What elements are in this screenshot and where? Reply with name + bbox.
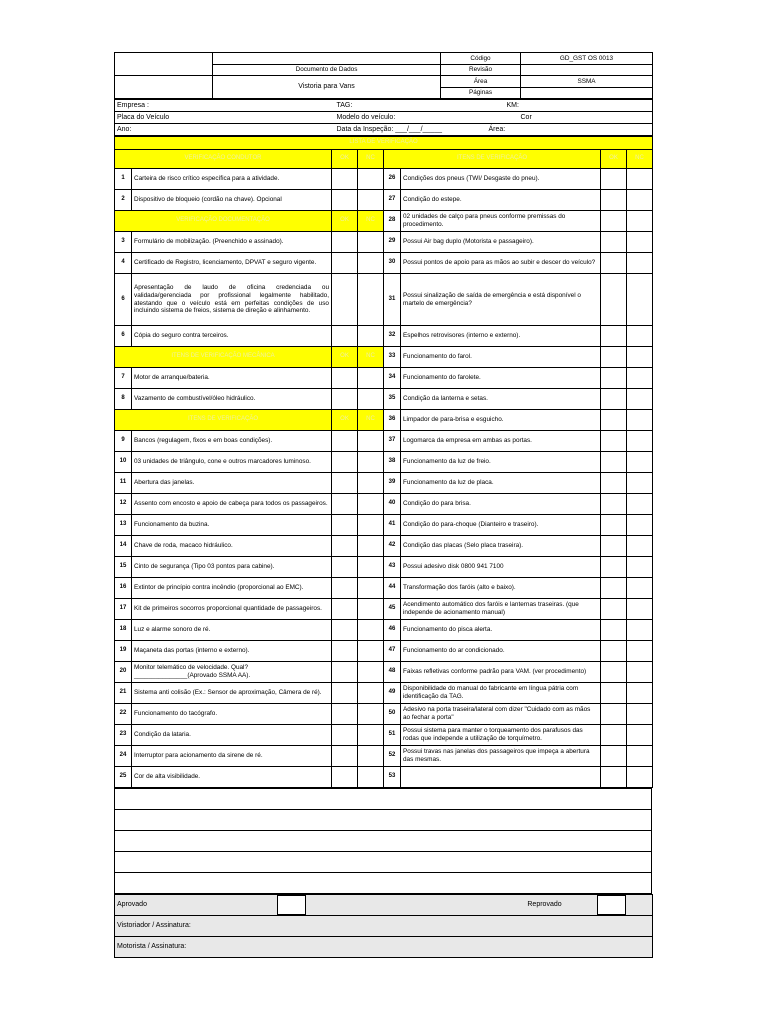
nc-checkbox[interactable] [358,431,384,452]
blank-line[interactable] [115,789,652,810]
ok-checkbox[interactable] [332,452,358,473]
nc-checkbox[interactable] [358,452,384,473]
doc-title: Documento de Dados [213,65,441,76]
nc-checkbox[interactable] [627,232,653,253]
item-text: Condição da lanterna e setas. [401,389,601,410]
checklist-table [114,136,653,788]
blank-line[interactable] [115,810,652,831]
ok-checkbox[interactable] [601,431,627,452]
nc-checkbox[interactable] [358,557,384,578]
ok-checkbox[interactable] [601,536,627,557]
logo-area [115,53,213,76]
item-text: 03 unidades de triângulo, cone e outros marcadores luminoso. [132,452,332,473]
ok-checkbox[interactable] [601,452,627,473]
item-number: 33 [384,347,401,368]
item-number: 30 [384,253,401,274]
item-number: 46 [384,620,401,641]
empresa-field[interactable]: Empresa : [115,100,335,112]
item-text: Funcionamento do farolete. [401,368,601,389]
nc-checkbox[interactable] [358,767,384,788]
item-text: Interruptor para acionamento da sirene de ré. [132,746,332,767]
ok-checkbox[interactable] [332,389,358,410]
table-row [115,452,653,473]
item-number: 3 [115,232,132,253]
nc-checkbox[interactable] [627,494,653,515]
ok-checkbox[interactable] [332,641,358,662]
item-number: 39 [384,473,401,494]
ok-checkbox[interactable] [332,494,358,515]
nc-checkbox[interactable] [358,515,384,536]
item-text: Maçaneta das portas (interno e externo). [132,641,332,662]
ok-checkbox[interactable] [601,767,627,788]
item-text: Cinto de segurança (Tipo 03 pontos para cabine). [132,557,332,578]
approval-section [114,894,653,958]
table-row [115,683,653,704]
item-text: Acendimento automático dos faróis e lanternas traseiras. (que independe de acionamento manual) [401,599,601,620]
item-number: 32 [384,326,401,347]
ok-checkbox[interactable] [601,347,627,368]
item-number: 2 [115,190,132,211]
item-text: Carteira de risco crítico específica para a atividade. [132,169,332,190]
item-text: Faixas refletivas conforme padrão para VAM. (ver procedimento) [401,662,601,683]
item-number: 17 [115,599,132,620]
item-text: Condição da lataria. [132,725,332,746]
item-text: Formulário de mobilização. (Preenchido e assinado). [132,232,332,253]
ok-checkbox[interactable] [601,326,627,347]
ok-checkbox[interactable] [601,494,627,515]
ok-checkbox[interactable] [601,368,627,389]
ok-checkbox[interactable] [332,557,358,578]
nc-checkbox[interactable] [627,169,653,190]
table-row [115,704,653,725]
reprovado-checkbox[interactable] [597,895,626,915]
nc-checkbox[interactable] [627,515,653,536]
ok-checkbox[interactable] [601,211,627,232]
nc-checkbox[interactable] [627,253,653,274]
ok-checkbox[interactable] [601,169,627,190]
header-ok: OK [332,150,358,169]
list-title: LISTA DE VERIFICAÇÃO [115,137,653,150]
item-number: 45 [384,599,401,620]
nc-checkbox[interactable] [627,274,653,326]
item-number: 38 [384,452,401,473]
item-text: Bancos (regulagem, fixos e em boas condições). [132,431,332,452]
ok-checkbox[interactable] [332,515,358,536]
ok-checkbox[interactable] [601,410,627,431]
section-ok: OK [332,211,358,232]
ok-checkbox[interactable] [601,704,627,725]
ok-checkbox[interactable] [332,536,358,557]
vehicle-info [114,99,653,136]
motorista-signature[interactable]: Motorista / Assinatura: [115,937,653,958]
nc-checkbox[interactable] [358,494,384,515]
item-text: Transformação dos faróis (alto e baixo). [401,578,601,599]
modelo-field[interactable]: Modelo do veículo: [335,112,483,124]
item-text: Chave de roda, macaco hidráulico. [132,536,332,557]
ok-checkbox[interactable] [601,599,627,620]
codigo-value: GD_GST OS 0013 [521,53,653,65]
item-number: 15 [115,557,132,578]
item-text: Possui travas nas janelas dos passageiros que impeça a abertura das mesmas. [401,746,601,767]
nc-checkbox[interactable] [358,683,384,704]
nc-checkbox[interactable] [358,368,384,389]
item-number: 18 [115,620,132,641]
table-row [115,347,653,368]
nc-checkbox[interactable] [358,232,384,253]
nc-checkbox[interactable] [627,410,653,431]
section-nc: NC [358,211,384,232]
ok-checkbox[interactable] [601,557,627,578]
item-number: 9 [115,431,132,452]
header-itens-verificacao: ITENS DE VERIFICAÇÃO [384,150,601,169]
ok-checkbox[interactable] [601,274,627,326]
reprovado-checkbox-cell[interactable] [595,895,653,916]
item-text: Condição das placas (Selo placa traseira). [401,536,601,557]
item-text: Possui pontos de apoio para as mãos ao subir e descer do veículo? [401,253,601,274]
section-nc: NC [358,410,384,431]
section-header-doc: VERIFICAÇÃO DOCUMENTAÇÃO [115,211,332,232]
item-text: Condições dos pneus (TWI/ Desgaste do pneu). [401,169,601,190]
revisao-value [521,65,653,76]
data-inspecao-field[interactable]: Data da Inspeção: ___/___/_____ [335,124,483,136]
form-subtitle: Vistoria para Vans [213,76,441,99]
item-number: 28 [384,211,401,232]
item-text: Funcionamento do ar condicionado. [401,641,601,662]
footer-area [114,788,652,894]
item-number: 25 [115,767,132,788]
item-number: 40 [384,494,401,515]
nc-checkbox[interactable] [627,725,653,746]
item-text: Condição do para brisa. [401,494,601,515]
item-number: 19 [115,641,132,662]
nc-checkbox[interactable] [627,326,653,347]
ok-checkbox[interactable] [601,683,627,704]
table-row [115,515,653,536]
nc-checkbox[interactable] [627,557,653,578]
item-number: 47 [384,641,401,662]
nc-checkbox[interactable] [627,389,653,410]
ok-checkbox[interactable] [601,253,627,274]
item-number: 8 [115,389,132,410]
table-row [115,662,653,683]
table-row [115,232,653,253]
nc-checkbox[interactable] [627,431,653,452]
table-row [115,746,653,767]
table-row [115,557,653,578]
section-ok: OK [332,410,358,431]
item-text: Funcionamento do pisca alerta. [401,620,601,641]
header-verificacao-condutor: VERIFICAÇÃO CONDUTOR [115,150,332,169]
nc-checkbox[interactable] [358,641,384,662]
item-number: 22 [115,704,132,725]
nc-checkbox[interactable] [358,389,384,410]
item-number: 27 [384,190,401,211]
item-number: 26 [384,169,401,190]
table-row [115,368,653,389]
nc-checkbox[interactable] [358,169,384,190]
ok-checkbox[interactable] [332,704,358,725]
section-ok: OK [332,347,358,368]
item-number: 23 [115,725,132,746]
ok-checkbox[interactable] [601,190,627,211]
item-text: Limpador de para-brisa e esguicho. [401,410,601,431]
header-ok-right: OK [601,150,627,169]
section-header-mec: ITENS DE VERIFICAÇÃO MECÂNICA [115,347,332,368]
item-number: 51 [384,725,401,746]
document-header [114,52,653,99]
nc-checkbox[interactable] [358,725,384,746]
item-number: 21 [115,683,132,704]
item-text: Extintor de princípio contra incêndio (proporcional ao EMC). [132,578,332,599]
item-text: 02 unidades de calço para pneus conforme premissas do procedimento. [401,211,601,232]
item-number: 36 [384,410,401,431]
ok-checkbox[interactable] [332,368,358,389]
ok-checkbox[interactable] [601,578,627,599]
ano-field[interactable]: Ano: [115,124,335,136]
nc-checkbox[interactable] [627,620,653,641]
area-value: SSMA [521,76,653,88]
ok-checkbox[interactable] [332,620,358,641]
item-text: Funcionamento do tacógrafo. [132,704,332,725]
ok-checkbox[interactable] [332,578,358,599]
nc-checkbox[interactable] [627,683,653,704]
item-number: 7 [115,368,132,389]
item-number: 10 [115,452,132,473]
item-number: 37 [384,431,401,452]
nc-checkbox[interactable] [358,253,384,274]
item-number: 44 [384,578,401,599]
item-number: 53 [384,767,401,788]
item-number: 34 [384,368,401,389]
nc-checkbox[interactable] [627,641,653,662]
table-row [115,431,653,452]
nc-checkbox[interactable] [627,368,653,389]
reprovado-label: Reprovado [495,895,595,916]
item-number: 31 [384,274,401,326]
item-text: Funcionamento do farol. [401,347,601,368]
item-number: 13 [115,515,132,536]
item-text: Certificado de Registro, licenciamento, DPVAT e seguro vigente. [132,253,332,274]
section-header-ver: ITENS DE VERIFICAÇÃO [115,410,332,431]
nc-checkbox[interactable] [627,746,653,767]
vistoriador-signature[interactable]: Vistoriador / Assinatura: [115,916,653,937]
nc-checkbox[interactable] [627,452,653,473]
table-row [115,536,653,557]
item-text: Possui adesivo disk 0800 941 7100 [401,557,601,578]
ok-checkbox[interactable] [601,232,627,253]
table-row [115,578,653,599]
ok-checkbox[interactable] [332,274,358,326]
ok-checkbox[interactable] [332,190,358,211]
header-nc: NC [358,150,384,169]
nc-checkbox[interactable] [627,704,653,725]
item-text: Adesivo na porta traseira/lateral com dizer "Cuidado com as mãos ao fechar a porta" [401,704,601,725]
ok-checkbox[interactable] [601,662,627,683]
ok-checkbox[interactable] [332,746,358,767]
nc-checkbox[interactable] [358,746,384,767]
ok-checkbox[interactable] [601,389,627,410]
area-label: Área [441,76,521,88]
table-row [115,599,653,620]
codigo-label: Código [441,53,521,65]
nc-checkbox[interactable] [627,767,653,788]
aprovado-label: Aprovado [115,895,275,916]
ok-checkbox[interactable] [332,253,358,274]
table-row [115,410,653,431]
ok-checkbox[interactable] [601,641,627,662]
nc-checkbox[interactable] [358,620,384,641]
item-text: Cópia do seguro contra terceiros. [132,326,332,347]
item-text: Condição do para-choque (Dianteiro e traseiro). [401,515,601,536]
nc-checkbox[interactable] [358,274,384,326]
item-number: 4 [115,253,132,274]
ok-checkbox[interactable] [601,746,627,767]
item-number: 6 [115,326,132,347]
nc-checkbox[interactable] [627,190,653,211]
item-text: Funcionamento da buzina. [132,515,332,536]
item-number: 41 [384,515,401,536]
item-text: Cor de alta visibilidade. [132,767,332,788]
spacer [385,895,495,916]
table-row [115,190,653,211]
item-number: 1 [115,169,132,190]
item-text: Funcionamento da luz de placa. [401,473,601,494]
item-number: 42 [384,536,401,557]
ok-checkbox[interactable] [332,473,358,494]
table-row [115,326,653,347]
item-text: Vazamento de combustível/óleo hidráulico. [132,389,332,410]
ok-checkbox[interactable] [332,326,358,347]
nc-checkbox[interactable] [358,704,384,725]
ok-checkbox[interactable] [332,599,358,620]
nc-checkbox[interactable] [627,662,653,683]
item-text: Logomarca da empresa em ambas as portas. [401,431,601,452]
ok-checkbox[interactable] [332,683,358,704]
nc-checkbox[interactable] [358,473,384,494]
table-row [115,767,653,788]
item-text: Luz e alarme sonoro de ré. [132,620,332,641]
table-row [115,725,653,746]
table-row [115,620,653,641]
item-number: 48 [384,662,401,683]
table-row [115,211,653,232]
ok-checkbox[interactable] [601,515,627,536]
item-text: Assento com encosto e apoio de cabeça para todos os passageiros. [132,494,332,515]
item-number: 43 [384,557,401,578]
ok-checkbox[interactable] [601,725,627,746]
item-number: 49 [384,683,401,704]
placa-field[interactable]: Placa do Veículo [115,112,335,124]
table-row [115,169,653,190]
item-text: Condição do estepe. [401,190,601,211]
item-text: Sistema anti colisão (Ex.: Sensor de aproximação, Câmera de ré). [132,683,332,704]
item-number: 12 [115,494,132,515]
nc-checkbox[interactable] [627,347,653,368]
header-blank [213,53,441,65]
revisao-label: Revisão [441,65,521,76]
item-number: 20 [115,662,132,683]
blank-line[interactable] [115,852,652,873]
nc-checkbox[interactable] [627,599,653,620]
item-number: 35 [384,389,401,410]
item-number: 16 [115,578,132,599]
tag-field[interactable]: TAG: [335,100,483,112]
item-number: 11 [115,473,132,494]
item-number: 24 [115,746,132,767]
ok-checkbox[interactable] [332,662,358,683]
item-text: Possui sistema para manter o torqueamento dos parafusos das rodas que independe a utilização de torquímetro. [401,725,601,746]
item-text: Kit de primeiros socorros proporcional quantidade de passageiros. [132,599,332,620]
nc-checkbox[interactable] [627,473,653,494]
table-row [115,641,653,662]
area-field[interactable]: Área: [483,124,653,136]
nc-checkbox[interactable] [627,536,653,557]
item-text: Motor de arranque/bateria. [132,368,332,389]
section-nc: NC [358,347,384,368]
cor-field[interactable]: Cor [483,112,653,124]
inspection-form [114,52,652,958]
ok-checkbox[interactable] [332,431,358,452]
table-row [115,274,653,326]
item-text: Apresentação de laudo de oficina credenciada ou validada/gerenciada por profissional legalmente habilitado, atestando que o veículo está em perfeitas condições de uso incluindo sistema de freios, sistema de direção e alinhamento. [132,274,332,326]
item-text: Espelhos retrovisores (interno e externo). [401,326,601,347]
item-number: 52 [384,746,401,767]
nc-checkbox[interactable] [358,599,384,620]
nc-checkbox[interactable] [358,190,384,211]
nc-checkbox[interactable] [627,211,653,232]
nc-checkbox[interactable] [358,536,384,557]
table-row [115,389,653,410]
item-number: 6 [115,274,132,326]
table-row [115,494,653,515]
item-text [401,767,601,788]
nc-checkbox[interactable] [358,326,384,347]
item-text: Monitor telemático de velocidade. Qual?_______________(Aprovado SSMA AA). [132,662,332,683]
aprovado-checkbox-cell[interactable] [275,895,385,916]
item-text: Disponibilidade do manual do fabricante em língua pátria com identificação da TAG. [401,683,601,704]
blank-line[interactable] [115,831,652,852]
table-row [115,253,653,274]
ok-checkbox[interactable] [601,620,627,641]
paginas-value [521,88,653,99]
blank-line[interactable] [115,873,652,894]
ok-checkbox[interactable] [601,473,627,494]
aprovado-checkbox[interactable] [277,895,306,915]
nc-checkbox[interactable] [358,662,384,683]
paginas-label: Páginas [441,88,521,99]
km-field[interactable]: KM: [483,100,653,112]
ok-checkbox[interactable] [332,725,358,746]
ok-checkbox[interactable] [332,169,358,190]
nc-checkbox[interactable] [627,578,653,599]
item-number: 14 [115,536,132,557]
ok-checkbox[interactable] [332,767,358,788]
table-row [115,473,653,494]
item-number: 50 [384,704,401,725]
item-text: Possui Air bag duplo (Motorista e passageiro). [401,232,601,253]
item-number: 29 [384,232,401,253]
ok-checkbox[interactable] [332,232,358,253]
item-text: Funcionamento da luz de freio. [401,452,601,473]
logo-area-lower [115,76,213,99]
item-text: Dispositivo de bloqueio (cordão na chave). Opcional [132,190,332,211]
item-text: Possui sinalização de saída de emergência e está disponível o martelo de emergência? [401,274,601,326]
nc-checkbox[interactable] [358,578,384,599]
item-text: Abertura das janelas. [132,473,332,494]
header-nc-right: NC [627,150,653,169]
